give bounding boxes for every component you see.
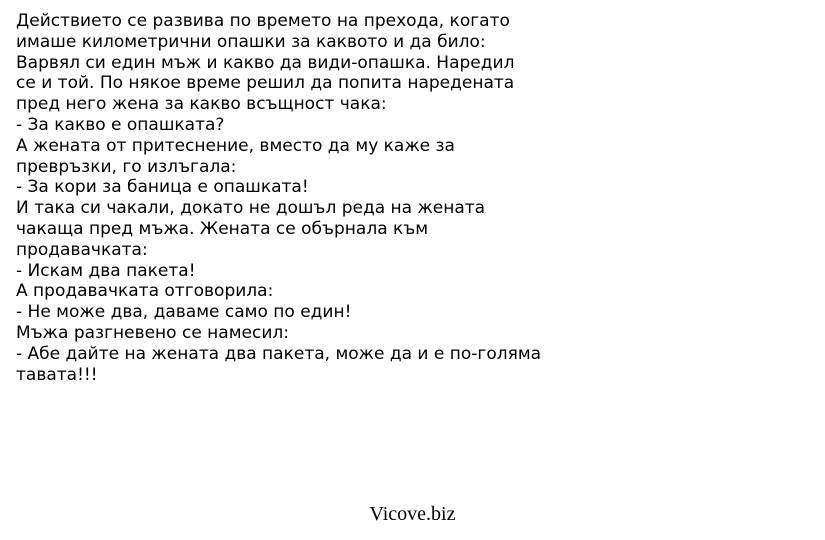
joke-line: - За кори за баница е опашката! [16,177,309,198]
joke-line: - Абе дайте на жената два пакета, може да и е по-голяма [16,343,542,364]
joke-line: Действието се развива по времето на прехода, когато [16,11,510,31]
joke-line: - Не може два, даваме само по един! [16,302,352,323]
joke-line: се и той. По някое време решил да попита наредената [16,73,515,94]
joke-line: Варвял си един мъж и какво да види-опашка. Наредил [16,52,515,73]
joke-line: превръзки, го излъгала: [16,156,237,177]
joke-text [16,11,816,385]
joke-line: А жената от притеснение, вместо да му каже за [16,135,455,156]
joke-line: И така си чакали, докато не дошъл реда на жената [16,198,486,219]
joke-line: имаше километрични опашки за каквото и да било: [16,31,486,52]
joke-line: чакаща пред мъжа. Жената се обърнала към [16,218,429,239]
joke-line: тавата!!! [16,364,98,385]
joke-line: Мъжа разгневено се намесил: [16,322,289,343]
joke-line: А продавачката отговорила: [16,281,274,302]
site-watermark: Vicove.biz [369,503,456,525]
joke-line: продавачката: [16,239,148,260]
joke-line: - Искам два пакета! [16,260,196,281]
joke-line: пред него жена за какво всъщност чака: [16,94,387,115]
joke-line: - За какво е опашката? [16,114,225,135]
